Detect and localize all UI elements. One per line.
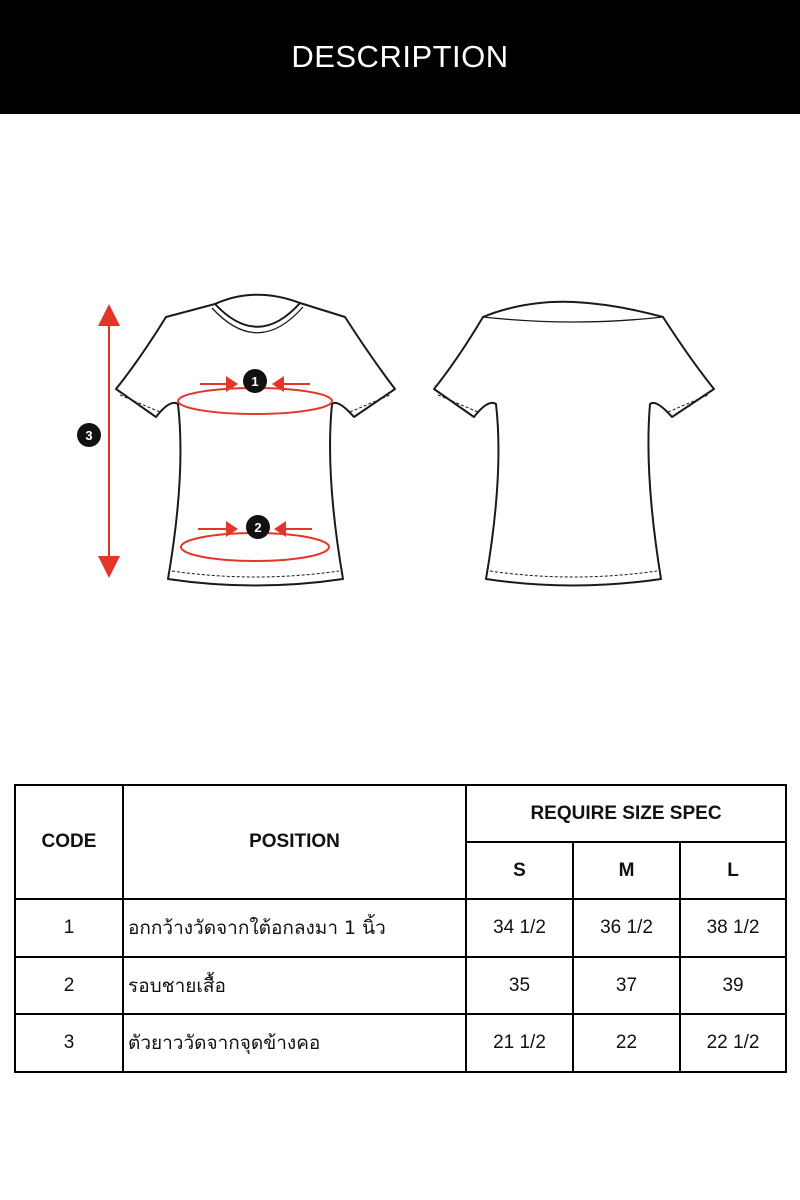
row-value-l: 39 — [680, 957, 786, 1014]
header-require-size-spec: REQUIRE SIZE SPEC — [466, 785, 786, 842]
row-code: 2 — [15, 957, 123, 1014]
header-position: POSITION — [123, 785, 466, 899]
row-value-m: 22 — [573, 1014, 680, 1072]
page-title: DESCRIPTION — [291, 39, 509, 74]
row-value-s: 34 1/2 — [466, 899, 573, 957]
marker-3-label: 3 — [85, 428, 93, 443]
row-position: อกกว้างวัดจากใต้อกลงมา 1 นิ้ว — [123, 899, 466, 957]
tshirt-measurement-diagram — [0, 114, 800, 754]
row-position: ตัวยาววัดจากจุดข้างคอ — [123, 1014, 466, 1072]
marker-1-label: 1 — [251, 374, 259, 389]
table-row — [15, 1014, 786, 1072]
header-code: CODE — [15, 785, 123, 899]
row-code: 3 — [15, 1014, 123, 1072]
row-value-s: 35 — [466, 957, 573, 1014]
marker-2-label: 2 — [254, 520, 262, 535]
page-header — [0, 0, 800, 114]
length-measure — [77, 304, 120, 578]
row-value-l: 22 1/2 — [680, 1014, 786, 1072]
header-size-s: S — [466, 842, 573, 899]
row-value-s: 21 1/2 — [466, 1014, 573, 1072]
header-size-l: L — [680, 842, 786, 899]
row-value-m: 37 — [573, 957, 680, 1014]
row-position: รอบชายเสื้อ — [123, 957, 466, 1014]
table-row — [15, 957, 786, 1014]
tshirt-front — [116, 295, 395, 586]
row-value-l: 38 1/2 — [680, 899, 786, 957]
row-value-m: 36 1/2 — [573, 899, 680, 957]
header-size-m: M — [573, 842, 680, 899]
tshirt-back — [434, 302, 714, 586]
row-code: 1 — [15, 899, 123, 957]
size-spec-table — [14, 784, 787, 1073]
table-row — [15, 899, 786, 957]
